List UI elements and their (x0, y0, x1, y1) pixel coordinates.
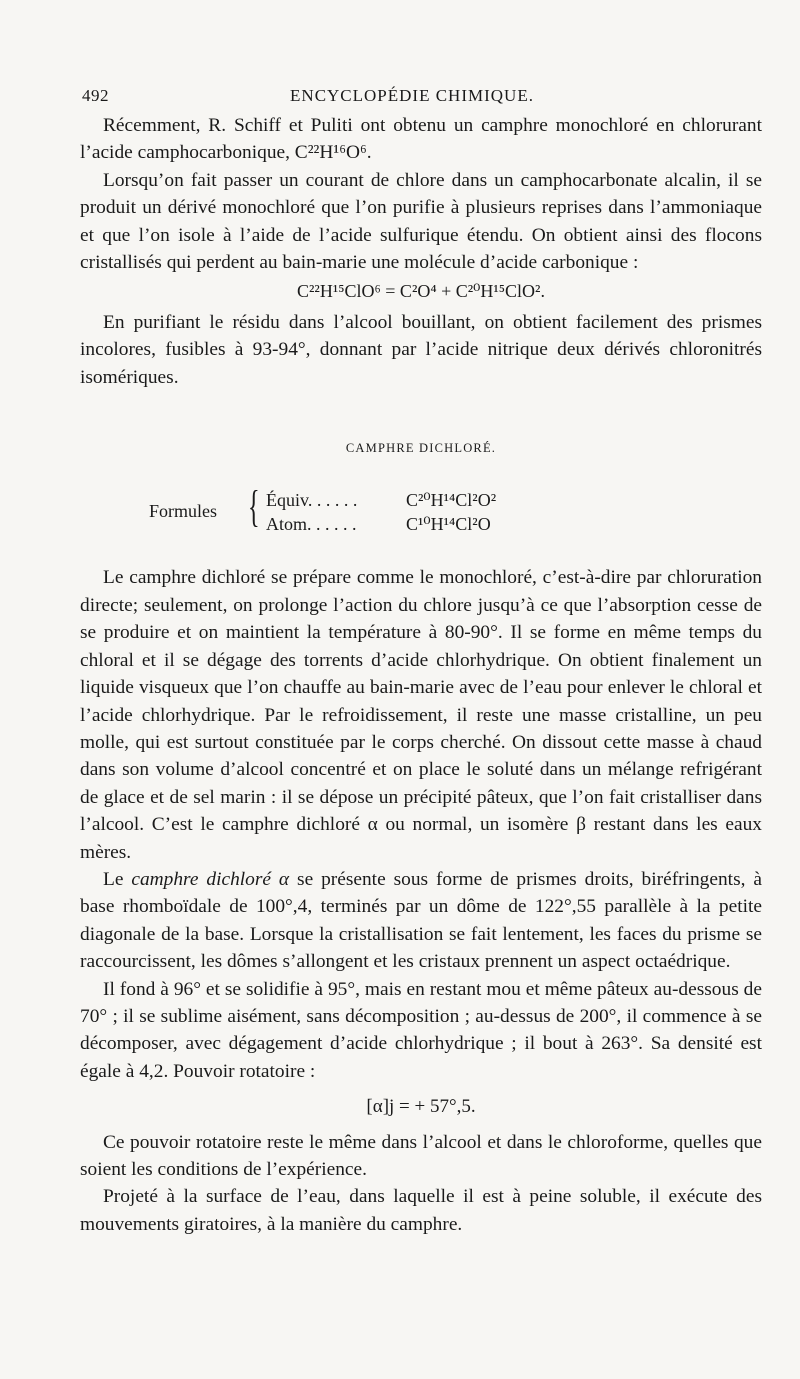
running-title: ENCYCLOPÉDIE CHIMIQUE. (290, 86, 534, 105)
paragraph-purification: En purifiant le résidu dans l’alcool bouillant, on obtient facilement des prismes incolores, fusibles à 93-94°, donnant par l’acide nitrique deux dérivés chloronitrés isomériques. (80, 311, 762, 388)
running-header (82, 86, 742, 108)
formula-row-equiv (266, 488, 497, 512)
equation-decarboxylation: C²²H¹⁵ClO⁶ = C²O⁴ + C²⁰H¹⁵ClO². (297, 281, 545, 302)
formulas-label: Formules (149, 501, 218, 522)
atom-formula: C¹⁰H¹⁴Cl²O (406, 514, 491, 535)
paragraph-chlorination: Lorsqu’on fait passer un courant de chlore dans un camphocarbonate alcalin, il se produit un dérivé monochloré que l’on purifie à plusieurs reprises dans l’ammoniaque et que l’on isole à l’aide de l’acide sulfurique étendu. On obtient ainsi des flocons cristallisés qui perdent au bain-marie une molécule d’acide carbonique : (80, 169, 762, 274)
brace-icon: { (248, 482, 260, 532)
equation-rotatory-power: [α]j = + 57°,5. (366, 1096, 476, 1118)
section-heading: CAMPHRE DICHLORÉ. (345, 441, 497, 456)
paragraph-properties: Il fond à 96° et se solidifie à 95°, mais en restant mou et même pâteux au-dessous de 70° ; il se sublime aisément, sans décomposition ; au-dessus de 200°, il commence à se décomposer, avec dégagement d’acide chlorhydrique ; il bout à 263°. Sa densité est égale à 4,2. Pouvoir rotatoire : (80, 978, 762, 1082)
p5-rest: se présente sous forme de prismes droits, biréfringents, à base rhomboïdale de 100°,4, terminés par un dôme de 122°,55 parallèle à la petite diagonale de la base. Lorsque la cristallisation se fait lentement, les faces du prisme se raccourcissent, les dômes s’allongent et les cristaux prennent un aspect octaédrique. (80, 868, 762, 973)
paragraph-rotatory-solvents: Ce pouvoir rotatoire reste le même dans l’alcool et dans le chloroforme, quelles que soient les conditions de l’expérience. (80, 1131, 762, 1180)
paragraph-water-surface: Projeté à la surface de l’eau, dans laquelle il est à peine soluble, il exécute des mouvements giratoires, à la manière du camphre. (80, 1186, 762, 1235)
formula-row-atom (266, 512, 491, 536)
equiv-formula: C²⁰H¹⁴Cl²O² (406, 490, 497, 511)
paragraph-preparation: Le camphre dichloré se prépare comme le monochloré, c’est-à-dire par chloruration directe; seulement, on prolonge l’action du chlore jusqu’à ce que l’absorption cesse de se produire et on maintient la température à 80-90°. Il se forme en même temps du chloral et il se dégage des torrents d’acide chlorhydrique. On obtient finalement un liquide visqueux que l’on chauffe au bain-marie avec de l’eau pour enlever le chloral et l’acide chlorhydrique. Par le refroidissement, il reste une masse cristalline, un peu molle, qui est surtout constituée par le corps cherché. On dissout cette masse à chaud dans son volume d’alcool concentré et on place le soluté dans un mélange refrigérant de glace et de sel marin : il se dépose un précipité pâteux, que l’on fait cristalliser dans l’alcool. C’est le camphre dichloré α ou normal, un isomère β restant dans les eaux mères. (80, 567, 762, 863)
paragraph-schiff-puliti: Récemment, R. Schiff et Puliti ont obtenu un camphre monochloré en chlorurant l’acide camphocarbonique, C²²H¹⁶O⁶. (80, 115, 762, 164)
p5-pre: Le (103, 868, 132, 890)
camphre-alpha-term: camphre dichloré α (131, 868, 290, 890)
atom-label: Atom. . . . . . (266, 514, 357, 535)
paragraph-crystal-form (80, 866, 762, 976)
formulas-block (80, 484, 762, 544)
main-text (80, 112, 762, 1238)
equiv-label: Équiv. . . . . . (266, 490, 358, 511)
page-number: 492 (82, 86, 109, 105)
